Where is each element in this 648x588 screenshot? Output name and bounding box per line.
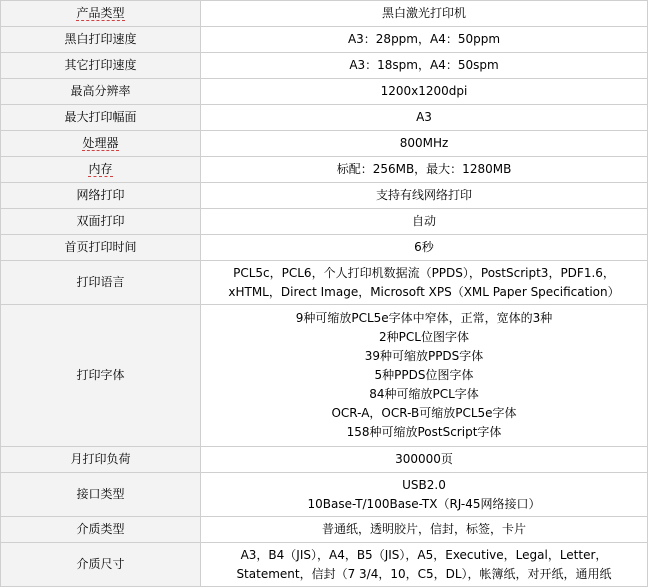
- value-line: 1200x1200dpi: [380, 84, 468, 98]
- value-line: 黑白激光打印机: [381, 6, 466, 20]
- row-value: [201, 53, 648, 79]
- value-line: PCL5c，PCL6，个人打印机数据流（PPDS），PostScript3，PDF1.6，: [233, 265, 615, 280]
- value-line: 2种PCL位图字体: [379, 330, 469, 344]
- row-value: [201, 543, 648, 587]
- label-text: 介质尺寸: [76, 557, 125, 571]
- value-line: A3，B4（JIS），A4，B5（JIS），A5，Executive，Legal，Letter，: [240, 547, 608, 562]
- label-text: 内存: [88, 162, 113, 176]
- row-label: [1, 53, 201, 79]
- label-text: 接口类型: [76, 487, 125, 501]
- row-label: [1, 1, 201, 27]
- label-text: 打印字体: [76, 368, 125, 382]
- table-row: [1, 473, 648, 517]
- value-line: A3: [416, 110, 432, 124]
- table-row: [1, 1, 648, 27]
- row-label: [1, 105, 201, 131]
- row-label: [1, 447, 201, 473]
- value-line: 84种可缩放PCL字体: [369, 387, 479, 401]
- value-line: USB2.0: [402, 477, 446, 492]
- row-label: [1, 27, 201, 53]
- value-line: A3：28ppm，A4：50ppm: [347, 32, 501, 46]
- value-line: xHTML，Direct Image，Microsoft XPS（XML Paper Specification）: [228, 284, 620, 299]
- row-value: [201, 261, 648, 305]
- table-row: [1, 157, 648, 183]
- row-value: [201, 105, 648, 131]
- table-row: [1, 261, 648, 305]
- label-text: 网络打印: [76, 188, 125, 202]
- row-label: [1, 517, 201, 543]
- row-label: [1, 473, 201, 517]
- row-value: [201, 131, 648, 157]
- value-line: 标配：256MB，最大：1280MB: [336, 162, 512, 176]
- table-row: [1, 183, 648, 209]
- row-value: [201, 305, 648, 447]
- value-line: 6秒: [414, 240, 434, 254]
- row-label: [1, 235, 201, 261]
- row-value: [201, 447, 648, 473]
- row-label: [1, 131, 201, 157]
- row-label: [1, 209, 201, 235]
- value-line: 9种可缩放PCL5e字体中窄体，正常，宽体的3种: [295, 311, 553, 325]
- label-text: 月打印负荷: [70, 452, 131, 466]
- value-line: 39种可缩放PPDS字体: [364, 349, 484, 363]
- table-row: [1, 235, 648, 261]
- row-label: [1, 79, 201, 105]
- table-row: [1, 447, 648, 473]
- label-text: 打印语言: [76, 275, 125, 289]
- label-text: 其它打印速度: [64, 58, 137, 72]
- row-label: [1, 261, 201, 305]
- label-text: 最高分辨率: [70, 84, 131, 98]
- table-row: [1, 79, 648, 105]
- label-text: 首页打印时间: [64, 240, 137, 254]
- row-label: [1, 543, 201, 587]
- table-row: [1, 105, 648, 131]
- table-row: [1, 517, 648, 543]
- value-line: 10Base-T/100Base-TX（RJ-45网络接口）: [307, 496, 541, 511]
- row-value: [201, 517, 648, 543]
- row-value: [201, 209, 648, 235]
- row-label: [1, 157, 201, 183]
- row-value: [201, 157, 648, 183]
- value-line: 300000页: [395, 452, 453, 466]
- table-row: [1, 543, 648, 587]
- value-line: 800MHz: [399, 136, 449, 150]
- label-text: 介质类型: [76, 522, 125, 536]
- row-value: [201, 473, 648, 517]
- table-row: [1, 131, 648, 157]
- label-text: 处理器: [82, 136, 119, 150]
- table-row: [1, 27, 648, 53]
- value-line: 5种PPDS位图字体: [374, 368, 474, 382]
- label-text: 双面打印: [76, 214, 125, 228]
- value-line: 支持有线网络打印: [375, 188, 472, 202]
- value-line: 普通纸，透明胶片，信封，标签，卡片: [321, 522, 526, 536]
- label-text: 最大打印幅面: [64, 110, 137, 124]
- row-value: [201, 27, 648, 53]
- label-text: 产品类型: [76, 6, 125, 20]
- row-label: [1, 183, 201, 209]
- value-line: 158种可缩放PostScript字体: [346, 425, 502, 439]
- row-value: [201, 79, 648, 105]
- row-value: [201, 235, 648, 261]
- value-line: OCR-A，OCR-B可缩放PCL5e字体: [331, 406, 517, 420]
- row-value: [201, 1, 648, 27]
- value-line: Statement，信封（7 3/4，10，C5，DL），帐簿纸，对开纸，通用纸: [236, 566, 612, 581]
- label-text: 黑白打印速度: [64, 32, 137, 46]
- row-label: [1, 305, 201, 447]
- row-value: [201, 183, 648, 209]
- table-row: [1, 305, 648, 447]
- value-line: A3：18spm，A4：50spm: [349, 58, 499, 72]
- table-row: [1, 53, 648, 79]
- value-line: 自动: [411, 214, 436, 228]
- table-row: [1, 209, 648, 235]
